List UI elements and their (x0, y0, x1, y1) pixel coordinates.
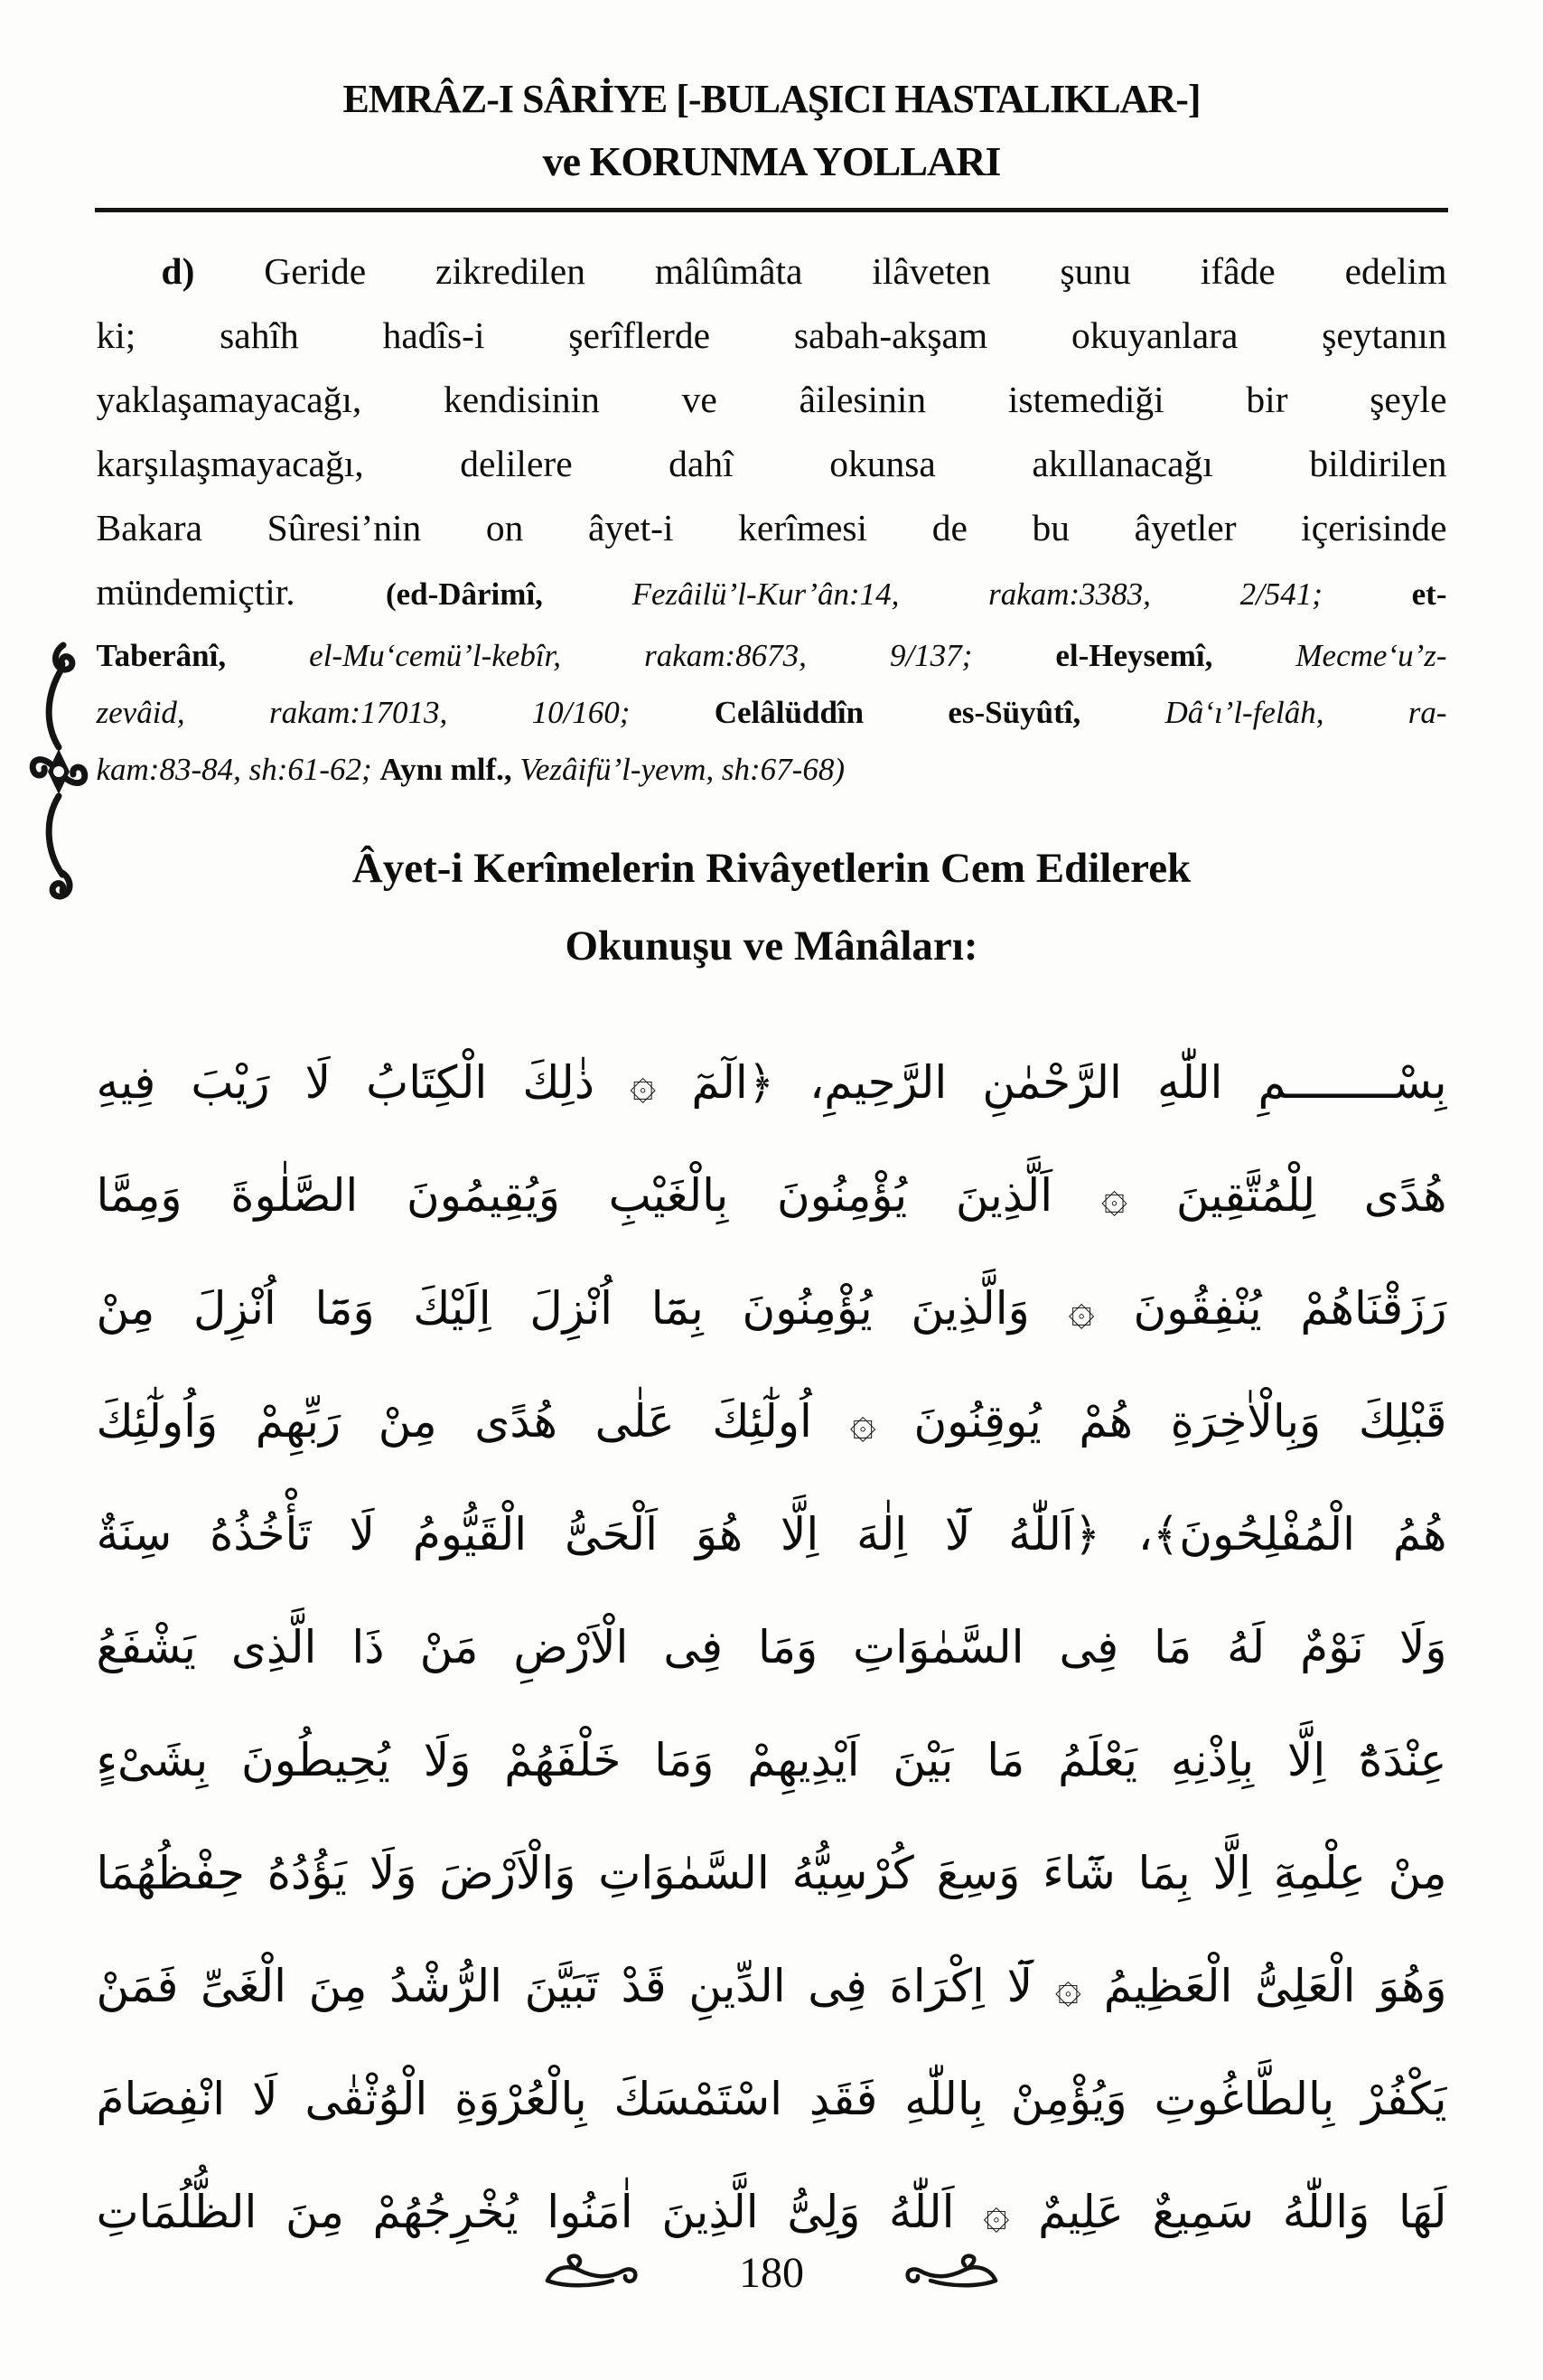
text-run: d) (161, 250, 195, 292)
arabic-verse-line: يَكْفُرْ بِالطَّاغُوتِ وَيُؤْمِنْ بِاللّٰهِ فَقَدِ اسْتَمْسَكَ بِالْعُرْوَةِ الْوُثْقٰى لَا انْفِصَامَ (96, 2073, 1447, 2125)
paragraph-line (97, 304, 1447, 368)
arabic-verse-line: قَبْلِكَ وَبِالْاٰخِرَةِ هُمْ يُوقِنُونَ ۞ اُولٰٓئِكَ عَلٰى هُدًى مِنْ رَبِّهِمْ وَاُولٰٓئِكَ (96, 1395, 1447, 1448)
text-run: Bakara Sûresi’nin on âyet-i kerîmesi de bu âyetler içerisinde (96, 507, 1447, 548)
arabic-verse-line: رَزَقْنَاهُمْ يُنْفِقُونَ ۞ وَالَّذِينَ يُؤْمِنُونَ بِمَٓا اُنْزِلَ اِلَيْكَ وَمَٓا اُنْزِلَ مِنْ (96, 1282, 1447, 1335)
text-run: Taberânî, (96, 638, 310, 673)
chapter-title-line1: EMRÂZ-I SÂRİYE [-BULAŞICI HASTALIKLAR-] (342, 77, 1201, 121)
paragraph-line (97, 496, 1447, 560)
text-run: kam:83-84, sh:61-62; (96, 752, 380, 787)
section-heading-line1: Âyet-i Kerîmelerin Rivâyetlerin Cem Edilerek (351, 845, 1192, 892)
text-run: et- (1411, 576, 1447, 612)
arabic-verse-line: هُمُ الْمُفْلِحُونَ﴾، ﴿اَللّٰهُ لَٓا اِلٰهَ اِلَّا هُوَ اَلْحَىُّ الْقَيُّومُ لَا تَأْخُذُهُ سِنَةٌ (96, 1508, 1447, 1560)
text-run: (ed-Dârimî, (385, 576, 632, 612)
arabic-verse-line: مِنْ عِلْمِهِٓ اِلَّا بِمَا شَٓاءَ وَسِعَ كُرْسِيُّهُ السَّمٰوَاتِ وَالْاَرْضَ وَلَا يَؤُدُهُ حِفْظُهُمَا (96, 1847, 1447, 1899)
paragraph-line (97, 626, 1447, 683)
arabic-verse-line: بِسْــــــــمِ اللّٰهِ الرَّحْمٰنِ الرَّحِيمِ، ﴿الٓمٓ ۞ ذٰلِكَ الْكِتَابُ لَا رَيْبَ فِيهِ (96, 1056, 1447, 1109)
text-run: Geride zikredilen mâlûmâta ilâveten şunu ifâde edelim (194, 250, 1447, 292)
text-run: Aynı mlf., (379, 752, 520, 787)
paragraph-line (97, 683, 1447, 740)
paragraph-line (97, 432, 1447, 496)
arabic-verse-line: وَهُوَ الْعَلِىُّ الْعَظِيمُ ۞ لَٓا اِكْرَاهَ فِى الدِّينِ قَدْ تَبَيَّنَ الرُّشْدُ مِنَ الْغَىِّ فَمَنْ (96, 1960, 1447, 2012)
text-run: Dâ‘ı’l-felâh, ra- (1164, 695, 1447, 730)
paragraph-line (97, 560, 1447, 626)
text-run: zevâid, rakam:17013, 10/160; (96, 695, 715, 730)
text-run: Celâlüddîn es-Süyûtî, (714, 695, 1165, 730)
page-header (0, 0, 1543, 186)
footer-flourish-right-icon (903, 2254, 1001, 2293)
footer-flourish-left-icon (542, 2254, 640, 2293)
section-heading (0, 829, 1543, 985)
arabic-verse-line: عِنْدَهُٓ اِلَّا بِاِذْنِهِ يَعْلَمُ مَا بَيْنَ اَيْدِيهِمْ وَمَا خَلْفَهُمْ وَلَا يُحِيطُونَ بِشَىْءٍ (96, 1734, 1447, 1786)
text-run: Mecme‘u’z- (1295, 638, 1447, 673)
text-run: Fezâilü’l-Kur’ân:14, rakam:3383, 2/541; (631, 576, 1412, 612)
text-run: ki; sahîh hadîs-i şerîflerde sabah-akşam okuyanlara şeytanın (96, 314, 1447, 356)
body-paragraph (97, 239, 1447, 797)
text-run: el-Mu‘cemü’l-kebîr, rakam:8673, 9/137; (309, 638, 1056, 673)
page-number: 180 (739, 2249, 804, 2297)
header-rule (95, 208, 1448, 212)
paragraph-line (97, 239, 1447, 304)
arabic-verse-line: هُدًى لِلْمُتَّقِينَ ۞ اَلَّذِينَ يُؤْمِنُونَ بِالْغَيْبِ وَيُقِيمُونَ الصَّلٰوةَ وَمِمَّا (96, 1169, 1447, 1222)
text-run: Vezâifü’l-yevm, sh:67-68) (519, 752, 845, 787)
text-run: yaklaşamayacağı, kendisinin ve âilesinin istemediği bir şeyle (96, 379, 1447, 420)
section-heading-line2: Okunuşu ve Mânâları: (565, 923, 978, 970)
text-run: mündemiçtir. (96, 571, 386, 613)
text-run: karşılaşmayacağı, delilere dahî okunsa akıllanacağı bildirilen (96, 443, 1447, 484)
arabic-verse-line: وَلَا نَوْمٌ لَهُ مَا فِى السَّمٰوَاتِ وَمَا فِى الْاَرْضِ مَنْ ذَا الَّذِى يَشْفَعُ (96, 1621, 1447, 1673)
text-run: el-Heysemî, (1055, 638, 1296, 673)
arabic-verses-block (97, 1026, 1447, 2269)
paragraph-line (97, 740, 1447, 797)
paragraph-line (97, 368, 1447, 432)
floral-scroll-ornament-icon (25, 640, 92, 904)
page-footer (0, 2249, 1543, 2297)
arabic-verse-line: لَهَا وَاللّٰهُ سَمِيعٌ عَلِيمٌ ۞ اَللّٰهُ وَلِىُّ الَّذِينَ اٰمَنُوا يُخْرِجُهُمْ مِنَ الظُّلُمَاتِ (96, 2186, 1447, 2238)
chapter-title-line2: ve KORUNMA YOLLARI (542, 138, 1001, 184)
